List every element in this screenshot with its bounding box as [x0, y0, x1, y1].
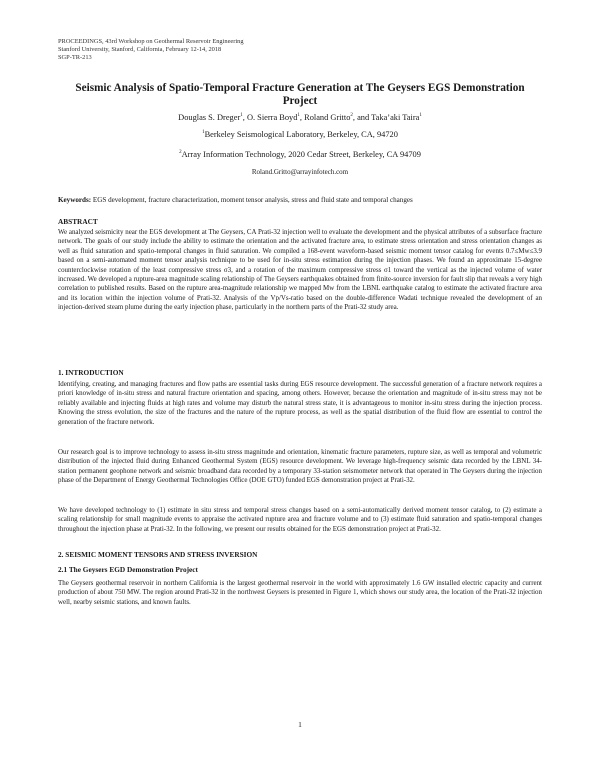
- section-2-heading: 2. SEISMIC MOMENT TENSORS AND STRESS INVERSION: [58, 550, 258, 559]
- keywords-label: Keywords:: [58, 196, 92, 204]
- introduction-paragraph-3: We have developed technology to (1) estimate in situ stress and temporal stress changes based on a semi-automatically derived moment tensor catalog, to (2) estimate a scaling relationship for small magnitude events to appraise the activated rupture area and fracture volume and to (3) estimate fluid saturation and spatio-temporal changes throughout the injection phase at Prati-32. In the following, we present our results obtained for the EGS demonstration project at Prati-32.: [58, 506, 542, 533]
- author-name: O. Sierra Boyd: [246, 113, 298, 122]
- proceedings-header: [58, 38, 244, 62]
- section-2-1-heading: 2.1 The Geysers EGD Demonstration Project: [58, 565, 198, 574]
- introduction-paragraph-2: Our research goal is to improve technology to assess in-situ stress magnitude and orientation, kinematic fracture parameters, rupture size, as well as temporal and volumetric distribution of the injected fluid during Enhanced Geothermal System (EGS) resource development. We leverage high-frequency seismic data recorded by the LBNL 34-station permanent geophone network and seismic broadband data recorded by a temporary 33-station seismometer network that operated in The Geysers during the injection phase of the Department of Energy Geothermal Technologies Office (DOE GTO) funded EGS demonstration project at Prati-32.: [58, 448, 542, 485]
- author-name: Douglas S. Dreger: [178, 113, 241, 122]
- abstract-heading: ABSTRACT: [58, 217, 98, 226]
- introduction-heading: 1. INTRODUCTION: [58, 368, 124, 377]
- author-name: Roland Gritto: [304, 113, 351, 122]
- paper-title: Seismic Analysis of Spatio-Temporal Fracture Generation at The Geysers EGS Demonstration Project: [75, 82, 525, 107]
- header-line-2: Stanford University, Stanford, California, February 12-14, 2018: [58, 46, 222, 53]
- affiliation-text: Berkeley Seismological Laboratory, Berkeley, CA, 94720: [204, 130, 398, 139]
- keywords-text: EGS development, fracture characterization, moment tensor analysis, stress and fluid state and temporal changes: [92, 196, 413, 204]
- author-affiliation-mark: 1: [419, 113, 422, 119]
- abstract-text: We analyzed seismicity near the EGS development at The Geysers, CA Prati-32 injection well to evaluate the development and the physical attributes of a subsurface fracture network. The goals of our study include the ability to estimate the orientation and the activated fracture area, to estimate stress orientation and stress orientation changes as well as fluid saturation and spatio-temporal changes in fluid saturation. We compiled a 168-event waveform-based seismic moment tensor catalog for events 0.7≤Mw≤3.9 based on a semi-automated moment tensor analysis technique to be used for in-situ stress estimation during the injection phases. We found an approximate 15-degree counterclockwise rotation of the least compressive stress σ3, and a rotation of the maximum compressive stress σ1 toward the vertical as the injected volume of water increased. We developed a rupture-area magnitude scaling relationship of The Geysers earthquakes obtained from finite-source inversion for fault slip that reveals a very high correlation to published results. Based on the rupture area-magnitude relationship we mapped Mw from the LBNL earthquake catalog to estimate the activated fracture area and its location within the injection volume of Prati-32. Analysis of the Vp/Vs-ratio based on the double-difference Wadati technique revealed the development of an injection-derived steam plume during the early injection phase, particularly in the northern parts of the Prati-32 study area.: [58, 228, 542, 312]
- affiliation-1: [58, 130, 542, 140]
- page-number: 1: [298, 720, 302, 729]
- affiliation-2: [58, 150, 542, 160]
- author-name: Taka’aki Taira: [371, 113, 420, 122]
- author-affiliation-mark: 1: [297, 113, 300, 119]
- contact-email: Roland.Gritto@arrayinfotech.com: [251, 168, 349, 176]
- section-2-1-paragraph: The Geysers geothermal reservoir in northern California is the largest geothermal reservoir in the world with approximately 1.6 GW installed electric capacity and current production of about 750 MW. The region around Prati-32 in the northwest Geysers is presented in Figure 1, which shows our study area, the location of the Prati-32 injection well, nearby seismic stations, and known faults.: [58, 579, 542, 606]
- author-affiliation-mark: 1: [240, 113, 243, 119]
- header-line-3: SGP-TR-213: [58, 54, 92, 61]
- keywords: [58, 196, 542, 205]
- affiliation-text: Array Information Technology, 2020 Cedar Street, Berkeley, CA 94709: [181, 150, 421, 159]
- author-affiliation-mark: 2: [350, 113, 353, 119]
- header-line-1: PROCEEDINGS, 43rd Workshop on Geothermal Reservoir Engineering: [58, 38, 244, 45]
- affiliation-mark: 2: [179, 150, 182, 156]
- introduction-paragraph-1: Identifying, creating, and managing fractures and flow paths are essential tasks during EGS resource development. The successful generation of a fracture network requires a priori knowledge of in-situ stress and natural fracture orientation and spacing, among others. However, because the orientation and magnitude of in-situ stress may not be reliably available and injecting fluids at high rates and volume may disturb the natural stress state, it is advantageous to monitor in-situ stress during the injection process. Knowing the stress evolution, the size of the fractures and the nature of the rupture process, as well as the spatial distribution of the fluid flow are essential to control the generation of the fracture network.: [58, 380, 542, 426]
- affiliation-mark: 1: [202, 130, 205, 136]
- author-list: Douglas S. Dreger$^1$, O. Sierra Boyd$^1$, Roland Gritto$^2$, and Taka’aki Taira$^1$: [178, 113, 422, 122]
